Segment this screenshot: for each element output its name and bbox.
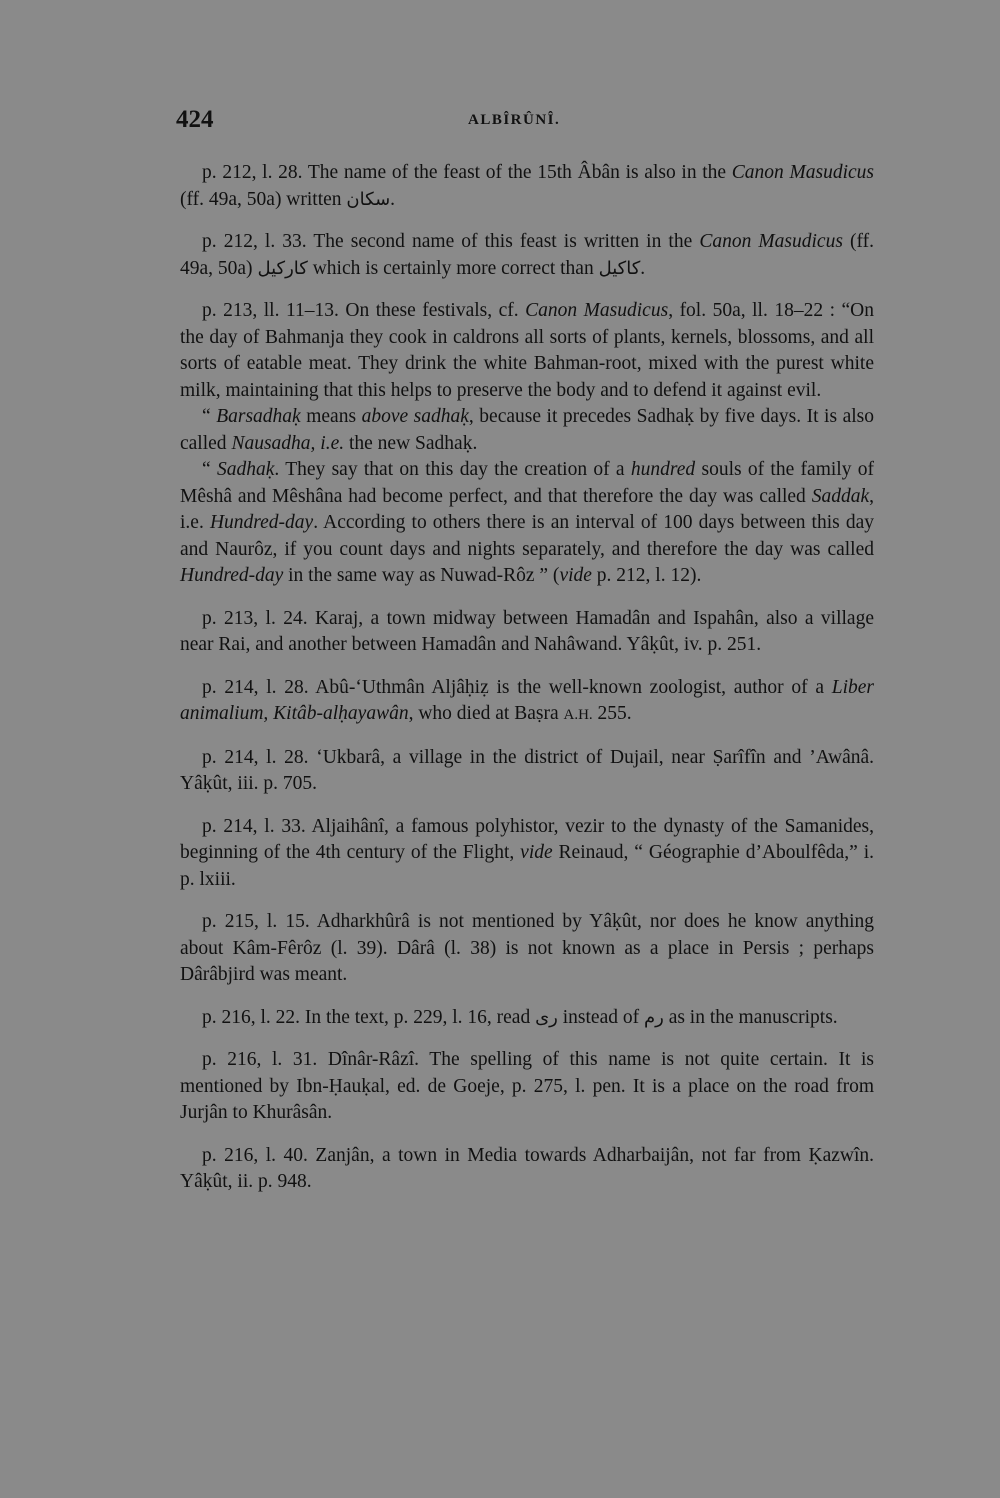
italic-text: Liber animalium, Kitâb-alḥayawân: [180, 676, 874, 724]
note-text: p. 213, ll. 11–13. On these festivals, cf.: [202, 300, 526, 321]
note-text: p. 216, l. 22. In the text, p. 229, l. 16, read: [202, 1006, 536, 1028]
note-n3b: [180, 404, 874, 457]
small-caps-text: A.H.: [563, 707, 593, 723]
note-text: Reinaud, “ Géographie d’Aboulfêda,” i. p. lxiii.: [180, 842, 874, 890]
note-text: .: [390, 188, 396, 210]
arabic-word: کاکیل: [598, 257, 641, 279]
arabic-word: ری: [535, 1006, 558, 1028]
running-head: ALBÎRÛNÎ.: [468, 112, 561, 128]
note-text: p. 213, l. 24. Karaj, a town midway between Hamadân and Ispahân, also a village near Rai, and another between Hamadân and Nahâwand. Yâḳût, iv. p. 251.: [180, 607, 874, 655]
note-text: , fol. 50a, ll. 18–22 : “On the day of Bahmanja they cook in caldrons all sorts of plants, kernels, blossoms, and all sorts of eatable meat. They drink the white Bahman-root, mixed with the purest white milk, maintaining that this helps to preserve the body and to defend it against evil.: [180, 300, 875, 401]
note-text: p. 212, l. 12).: [591, 565, 702, 586]
page-header: [176, 106, 876, 142]
note-text: in the same way as Nuwad-Rôz ” (: [283, 565, 560, 586]
note-text: which is certainly more correct than: [307, 257, 599, 279]
note-n8: [180, 909, 874, 989]
italic-text: vide: [559, 565, 592, 586]
note-text: p. 214, l. 28. Abû-‘Uthmân Aljâḥiẓ is the well-known zoologist, author of a: [202, 676, 832, 698]
note-n6: [180, 745, 874, 798]
note-text: , i.e.: [180, 485, 874, 533]
note-n7: [180, 814, 874, 894]
note-text: , because it precedes Sadhaḳ by five days. It is also called: [180, 406, 874, 454]
note-text: “: [202, 406, 217, 427]
note-text: 255.: [592, 703, 632, 724]
italic-text: Saddak: [811, 485, 870, 507]
note-n5: [180, 675, 874, 729]
notes-body: [180, 160, 874, 1196]
page-number: 424: [176, 106, 214, 133]
note-text: p. 216, l. 40. Zanjân, a town in Media towards Adharbaijân, not far from Ḳazwîn. Yâḳût, ii. p. 948.: [180, 1144, 874, 1192]
italic-text: vide: [520, 842, 553, 863]
note-text: p. 216, l. 31. Dînâr-Râzî. The spelling of this name is not quite certain. It is mentioned by Ibn-Ḥauḳal, ed. de Goeje, p. 275, l. pen. It is a place on the road from Jurjân to Khurâsân.: [180, 1049, 874, 1123]
note-n10: [180, 1047, 874, 1127]
italic-text: Hundred-day: [180, 565, 284, 586]
note-text: the new Sadhaḳ.: [344, 432, 478, 454]
note-n3c: [180, 457, 874, 590]
note-text: p. 215, l. 15. Adharkhûrâ is not mentioned by Yâḳût, nor does he know anything about Kâm-Fêrôz (l. 39). Dârâ (l. 38) is not known as a place in Persis ; perhaps Dârâbjird was meant.: [180, 911, 874, 985]
note-n4: [180, 606, 874, 659]
italic-text: Hundred-day: [209, 512, 314, 533]
note-text: as in the manuscripts.: [663, 1006, 838, 1028]
note-text: p. 212, l. 28. The name of the feast of the 15th Âbân is also in the: [202, 162, 732, 183]
note-text: (ff. 49a, 50a) written: [180, 188, 347, 210]
arabic-word: رم: [643, 1006, 664, 1028]
note-n3: [180, 298, 874, 404]
note-n2: [180, 229, 874, 282]
note-text: .: [640, 257, 646, 279]
italic-text: Canon Masudicus: [525, 300, 669, 321]
note-text: p. 212, l. 33. The second name of this feast is written in the: [202, 231, 700, 252]
note-text: . According to others there is an interval of 100 days between this day and Naurôz, if you count days and nights separately, and therefore the day was called: [180, 512, 874, 560]
note-text: p. 214, l. 28. ‘Ukbarâ, a village in the district of Dujail, near Ṣarîfîn and ’Awânâ. Yâḳût, iii. p. 705.: [180, 746, 874, 794]
note-text: souls of the family of Mêshâ and Mêshâna had become perfect, and that therefore the day was called: [180, 459, 875, 507]
italic-text: Barsadhaḳ: [216, 406, 301, 427]
note-text: . They say that on this day the creation of a: [274, 459, 631, 480]
note-text: (ff. 49a, 50a): [180, 231, 875, 279]
italic-text: Nausadha, i.e.: [231, 432, 345, 454]
italic-text: Canon Masudicus: [699, 231, 843, 252]
italic-text: hundred: [630, 459, 696, 480]
arabic-word: سکان: [346, 188, 391, 210]
note-text: means: [300, 406, 362, 427]
italic-text: above sadhaḳ: [361, 406, 469, 427]
note-text: “: [202, 459, 217, 480]
note-n11: [180, 1143, 874, 1196]
italic-text: Sadhaḳ: [216, 459, 275, 480]
arabic-word: کارکیل: [257, 257, 308, 279]
note-text: instead of: [557, 1006, 644, 1028]
italic-text: Canon Masudicus: [731, 162, 874, 183]
note-n9: [180, 1005, 874, 1032]
note-n1: [180, 160, 874, 213]
note-text: p. 214, l. 33. Aljaihânî, a famous polyhistor, vezir to the dynasty of the Samanides, beginning of the 4th century of the Flight,: [180, 815, 874, 863]
note-text: , who died at Baṣra: [408, 703, 564, 724]
